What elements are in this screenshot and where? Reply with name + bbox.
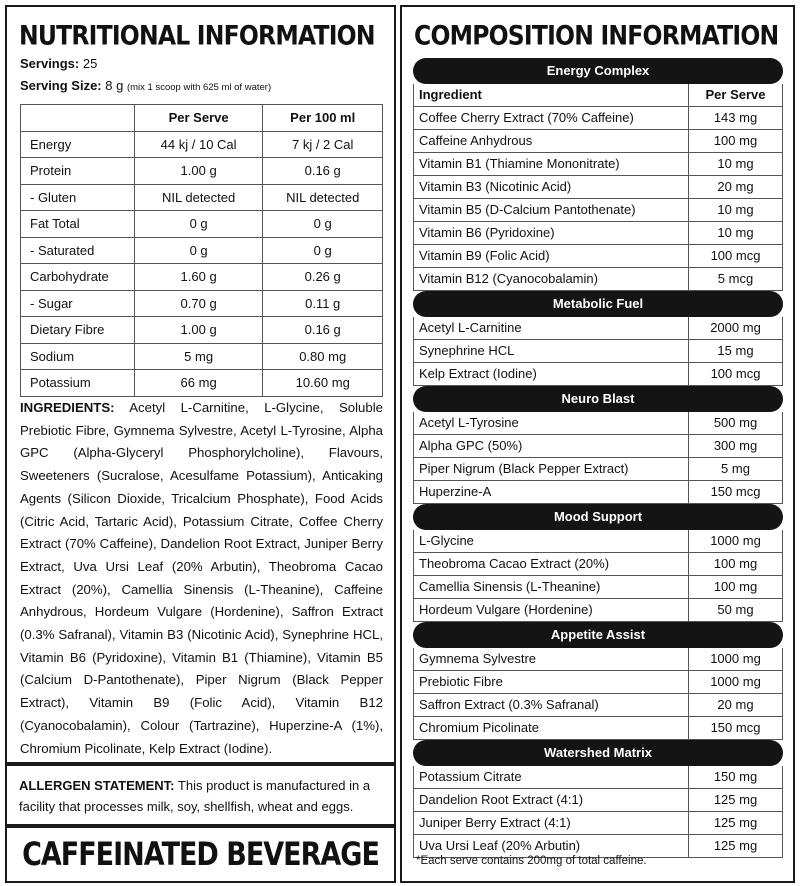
ingredient-name: Acetyl L-Tyrosine <box>414 412 689 434</box>
ingredient-name: Saffron Extract (0.3% Safranal) <box>414 694 689 716</box>
nutrition-table <box>20 104 383 397</box>
ingredient-name: Potassium Citrate <box>414 766 689 788</box>
composition-row <box>413 766 783 789</box>
ingredients-label: INGREDIENTS: <box>20 400 115 415</box>
ingredient-amount: 150 mcg <box>710 484 761 499</box>
ingredient-name: Uva Ursi Leaf (20% Arbutin) <box>414 835 689 857</box>
ingredient-name: Hordeum Vulgare (Hordenine) <box>414 599 689 621</box>
ingredient-name: Synephrine HCL <box>414 340 689 362</box>
allergen-label: ALLERGEN STATEMENT: <box>19 778 175 793</box>
composition-row <box>413 222 783 245</box>
ingredient-name: Vitamin B6 (Pyridoxine) <box>414 222 689 244</box>
ingredient-amount: 143 mg <box>713 110 758 125</box>
composition-row <box>413 107 783 130</box>
composition-row <box>413 268 783 291</box>
nutrient-label: Sodium <box>21 343 135 370</box>
nutrient-label: Potassium <box>21 370 135 397</box>
section-header: Mood Support <box>413 504 783 530</box>
ingredient-amount: 125 mg <box>713 792 758 807</box>
ingredient-name: Camellia Sinensis (L-Theanine) <box>414 576 689 598</box>
ingredient-amount: 100 mcg <box>710 248 761 263</box>
ingredients-list: Acetyl L-Carnitine, L-Glycine, Soluble Prebiotic Fibre, Gymnema Sylvestre, Acetyl L-Tyrosine, Alpha GPC (Alpha-Glyceryl Phosphorylcholine), Flavours, Sweeteners (Sucralose, Acesulfame Potassium), Anticaking Agents (Silicon Dioxide, Tricalcium Phosphate), Food Acids (Citric Acid, Tartaric Acid), Potassium Citrate, Coffee Cherry Extract (70% Caffeine), Dandelion Root Extract, Juniper Berry Extract, Uva Ursi Leaf (20% Arbutin), Theobroma Cacao Extract (20%), Camellia Sinensis (L-Theanine), Caffeine Anhydrous, Hordeum Vulgare (Hordenine), Saffron Extract (0.3% Safranal), Vitamin B3 (Nicotinic Acid), Synephrine HCL, Vitamin B6 (Pyridoxine), Vitamin B1 (Thiamine), Vitamin B5 (Calcium D-Pantothenate), Piper Nigrum (Black Pepper Extract), Vitamin B9 (Folic Acid), Vitamin B12 (Cyanocobalamin), Colour (Tartrazine), Huperzine-A (1%), Chromium Picolinate, Kelp Extract (Iodine). <box>20 400 383 756</box>
nutrient-label: - Gluten <box>21 184 135 211</box>
nutrition-row <box>21 370 383 397</box>
ingredient-amount: 500 mg <box>713 415 758 430</box>
ingredients-text <box>20 397 383 760</box>
composition-row <box>413 153 783 176</box>
composition-row <box>413 648 783 671</box>
nutrition-row <box>21 264 383 291</box>
ingredient-name: Vitamin B1 (Thiamine Mononitrate) <box>414 153 689 175</box>
composition-panel <box>400 5 795 883</box>
per-serve-value: 0 g <box>134 211 263 238</box>
allergen-panel <box>5 764 396 826</box>
nutrient-label: Dietary Fibre <box>21 317 135 344</box>
composition-row <box>413 363 783 386</box>
ingredient-amount: 20 mg <box>717 179 754 194</box>
ingredient-amount: 100 mg <box>713 556 758 571</box>
nutrition-row <box>21 317 383 344</box>
composition-row <box>413 553 783 576</box>
servings-line <box>20 56 97 71</box>
nutrition-row <box>21 184 383 211</box>
ingredient-name: Vitamin B5 (D-Calcium Pantothenate) <box>414 199 689 221</box>
serving-size-line <box>20 78 271 93</box>
per-serve-value: 44 kj / 10 Cal <box>134 131 263 158</box>
header-per-100ml: Per 100 ml <box>263 105 383 132</box>
ingredient-amount: 5 mg <box>721 461 750 476</box>
ingredient-amount: 300 mg <box>713 438 758 453</box>
nutrition-row <box>21 131 383 158</box>
ingredient-amount: 150 mg <box>713 769 758 784</box>
composition-table <box>413 58 783 858</box>
ingredient-amount: 10 mg <box>717 156 754 171</box>
ingredient-name: Vitamin B3 (Nicotinic Acid) <box>414 176 689 198</box>
composition-row <box>413 694 783 717</box>
allergen-body: This product is manufactured in a facility that processes milk, soy, shellfish, wheat and eggs. <box>19 778 371 814</box>
per-100ml-value: 0.11 g <box>263 290 383 317</box>
per-100ml-value: 7 kj / 2 Cal <box>263 131 383 158</box>
per-100ml-value: 0.16 g <box>263 158 383 185</box>
nutrition-row <box>21 158 383 185</box>
composition-row <box>413 481 783 504</box>
section-header: Neuro Blast <box>413 386 783 412</box>
servings-label: Servings: <box>20 56 80 71</box>
per-serve-value: 0.70 g <box>134 290 263 317</box>
serving-size-label: Serving Size: <box>20 78 102 93</box>
ingredient-name: Caffeine Anhydrous <box>414 130 689 152</box>
per-serve-value: 0 g <box>134 237 263 264</box>
composition-row <box>413 671 783 694</box>
composition-row <box>413 789 783 812</box>
per-100ml-value: 0.80 mg <box>263 343 383 370</box>
composition-row <box>413 435 783 458</box>
ingredient-name: Vitamin B12 (Cyanocobalamin) <box>414 268 689 290</box>
serving-size-value: 8 g <box>105 78 124 93</box>
header-per-serve: Per Serve <box>705 87 766 102</box>
nutrition-row <box>21 290 383 317</box>
ingredient-name: Coffee Cherry Extract (70% Caffeine) <box>414 107 689 129</box>
nutrient-label: - Sugar <box>21 290 135 317</box>
nutrient-label: Protein <box>21 158 135 185</box>
ingredient-amount: 1000 mg <box>710 533 761 548</box>
ingredient-name: Huperzine-A <box>414 481 689 503</box>
composition-row <box>413 176 783 199</box>
composition-row <box>413 717 783 740</box>
per-serve-value: 5 mg <box>134 343 263 370</box>
per-100ml-value: 0.16 g <box>263 317 383 344</box>
per-serve-value: 1.00 g <box>134 317 263 344</box>
per-serve-value: NIL detected <box>134 184 263 211</box>
nutrient-label: - Saturated <box>21 237 135 264</box>
ingredient-amount: 2000 mg <box>710 320 761 335</box>
ingredient-name: Alpha GPC (50%) <box>414 435 689 457</box>
nutrient-label: Energy <box>21 131 135 158</box>
ingredient-amount: 125 mg <box>713 815 758 830</box>
ingredient-amount: 100 mg <box>713 579 758 594</box>
composition-row <box>413 340 783 363</box>
composition-row <box>413 530 783 553</box>
composition-header-row <box>413 84 783 107</box>
per-100ml-value: 0 g <box>263 237 383 264</box>
ingredient-amount: 20 mg <box>717 697 754 712</box>
ingredient-name: Theobroma Cacao Extract (20%) <box>414 553 689 575</box>
ingredient-amount: 10 mg <box>717 225 754 240</box>
ingredient-name: Juniper Berry Extract (4:1) <box>414 812 689 834</box>
ingredient-name: Vitamin B9 (Folic Acid) <box>414 245 689 267</box>
nutrient-label: Carbohydrate <box>21 264 135 291</box>
ingredient-name: Kelp Extract (Iodine) <box>414 363 689 385</box>
per-100ml-value: 0.26 g <box>263 264 383 291</box>
serving-size-note: (mix 1 scoop with 625 ml of water) <box>126 82 272 93</box>
ingredient-amount: 100 mg <box>713 133 758 148</box>
composition-row <box>413 245 783 268</box>
ingredient-name: Dandelion Root Extract (4:1) <box>414 789 689 811</box>
nutrient-label: Fat Total <box>21 211 135 238</box>
per-serve-value: 66 mg <box>134 370 263 397</box>
per-100ml-value: 0 g <box>263 211 383 238</box>
header-per-serve: Per Serve <box>134 105 263 132</box>
per-100ml-value: NIL detected <box>263 184 383 211</box>
composition-row <box>413 458 783 481</box>
ingredient-amount: 5 mcg <box>717 271 754 286</box>
ingredient-amount: 1000 mg <box>710 674 761 689</box>
ingredient-amount: 1000 mg <box>710 651 761 666</box>
ingredient-name: Gymnema Sylvestre <box>414 648 689 670</box>
ingredient-amount: 15 mg <box>717 343 754 358</box>
ingredient-name: Prebiotic Fibre <box>414 671 689 693</box>
nutrition-row <box>21 343 383 370</box>
ingredient-amount: 125 mg <box>713 838 758 853</box>
composition-row <box>413 576 783 599</box>
composition-row <box>413 412 783 435</box>
ingredient-name: Acetyl L-Carnitine <box>414 317 689 339</box>
ingredient-amount: 50 mg <box>717 602 754 617</box>
ingredient-name: Piper Nigrum (Black Pepper Extract) <box>414 458 689 480</box>
composition-row <box>413 317 783 340</box>
composition-title: COMPOSITION INFORMATION <box>414 19 779 52</box>
per-serve-value: 1.00 g <box>134 158 263 185</box>
ingredient-name: L-Glycine <box>414 530 689 552</box>
composition-row <box>413 812 783 835</box>
header-blank <box>21 105 135 132</box>
nutrition-row <box>21 211 383 238</box>
caffeine-footnote: *Each serve contains 200mg of total caffeine. <box>416 855 647 867</box>
ingredient-amount: 150 mcg <box>710 720 761 735</box>
section-header: Watershed Matrix <box>413 740 783 766</box>
allergen-statement <box>19 775 385 817</box>
beverage-panel <box>5 826 396 883</box>
beverage-title: CAFFEINATED BEVERAGE <box>22 836 379 874</box>
servings-value: 25 <box>82 56 98 71</box>
composition-row <box>413 599 783 622</box>
section-header: Appetite Assist <box>413 622 783 648</box>
ingredient-name: Chromium Picolinate <box>414 717 689 739</box>
nutrition-panel <box>5 5 396 764</box>
nutrition-title: NUTRITIONAL INFORMATION <box>19 19 375 52</box>
nutrition-table-header <box>21 105 383 132</box>
per-100ml-value: 10.60 mg <box>263 370 383 397</box>
per-serve-value: 1.60 g <box>134 264 263 291</box>
section-header: Energy Complex <box>413 58 783 84</box>
ingredient-amount: 10 mg <box>717 202 754 217</box>
section-header: Metabolic Fuel <box>413 291 783 317</box>
header-ingredient: Ingredient <box>414 84 689 106</box>
composition-row <box>413 199 783 222</box>
nutrition-row <box>21 237 383 264</box>
ingredient-amount: 100 mcg <box>710 366 761 381</box>
composition-row <box>413 130 783 153</box>
